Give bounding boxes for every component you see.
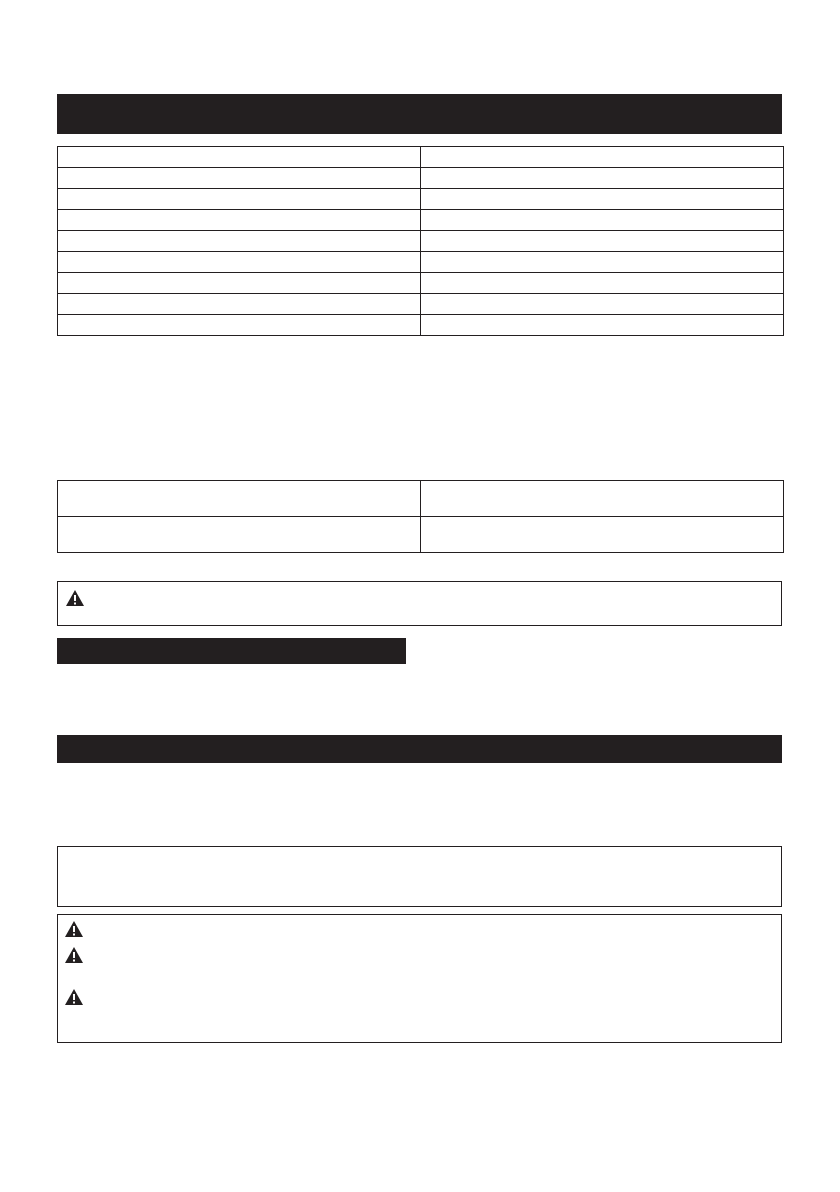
table-row (58, 168, 784, 189)
warning-triangle-icon (64, 988, 84, 1006)
subsection-bar-title (57, 638, 406, 650)
table-cell (58, 189, 421, 210)
table-cell (421, 481, 784, 517)
warning-triangle-icon (64, 920, 84, 938)
table-row (58, 189, 784, 210)
table-cell (421, 273, 784, 294)
warning-triangle-icon (64, 946, 84, 964)
table-cell (421, 168, 784, 189)
table-cell (58, 252, 421, 273)
warning-list-box (57, 914, 782, 1043)
table-cell (421, 517, 784, 553)
table-cell (58, 168, 421, 189)
table-row (58, 231, 784, 252)
table-row (58, 315, 784, 336)
table-cell (58, 294, 421, 315)
table-cell (421, 210, 784, 231)
table-row (58, 210, 784, 231)
table-cell (58, 315, 421, 336)
table-row (58, 517, 784, 553)
table-cell (421, 189, 784, 210)
table-cell (58, 231, 421, 252)
table-cell (58, 147, 421, 168)
header-bar (57, 94, 782, 134)
warning-triangle-icon (65, 589, 85, 607)
table-cell (58, 481, 421, 517)
section-bar-title (57, 735, 782, 747)
table-row (58, 147, 784, 168)
specifications-table (57, 146, 784, 336)
table-cell (421, 315, 784, 336)
secondary-table (57, 480, 784, 553)
table-row (58, 481, 784, 517)
header-bar-title (57, 94, 782, 106)
table-row (58, 294, 784, 315)
table-cell (58, 273, 421, 294)
note-box (57, 846, 782, 907)
table-row (58, 273, 784, 294)
table-cell (421, 294, 784, 315)
table-row (58, 252, 784, 273)
table-cell (421, 147, 784, 168)
table-cell (58, 517, 421, 553)
table-cell (58, 210, 421, 231)
table-cell (421, 252, 784, 273)
table-cell (421, 231, 784, 252)
section-bar (57, 735, 782, 763)
subsection-bar (57, 638, 406, 664)
warning-box (57, 581, 782, 626)
